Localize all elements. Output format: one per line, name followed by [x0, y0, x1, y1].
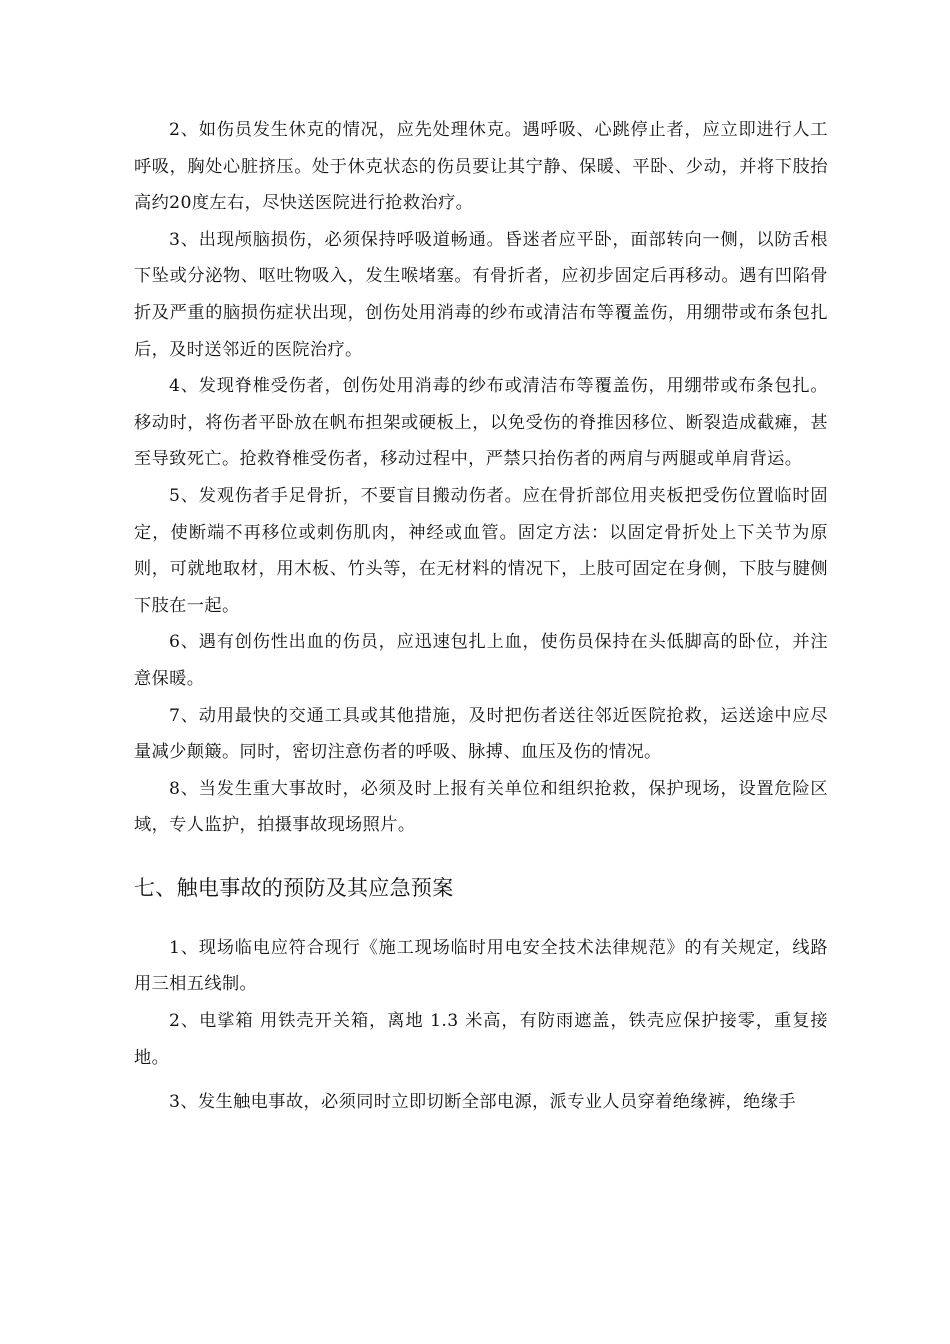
- paragraph-7: 7、动用最快的交通工具或其他措施，及时把伤者送往邻近医院抢救，运送途中应尽量减少颠簸。同时，密切注意伤者的呼吸、脉搏、血压及伤的情况。: [134, 705, 828, 763]
- document-page: [134, 112, 828, 1121]
- paragraph-8: 8、当发生重大事故时，必须及时上报有关单位和组织抢救，保护现场，设置危险区域，专人监护，拍摄事故现场照片。: [134, 778, 828, 836]
- section-paragraph-3: 3、发生触电事故，必须同时立即切断全部电源，派专业人员穿着绝缘裤，绝缘手: [169, 1092, 796, 1113]
- paragraph-5: 5、发观伤者手足骨折，不要盲目搬动伤者。应在骨折部位用夹板把受伤位置临时固定，使断端不再移位或刺伤肌肉，神经或血管。固定方法：以固定骨折处上下关节为原则，可就地取材，用木板、竹头等，在无材料的情况下，上肢可固定在身侧，下肢与腱侧下肢在一起。: [134, 485, 828, 616]
- paragraph-6: 6、遇有创伤性出血的伤员，应迅速包扎上血，使伤员保持在头低脚高的卧位，并注意保暖。: [134, 632, 828, 689]
- paragraph-2: 2、如伤员发生休克的情况，应先处理休克。遇呼吸、心跳停止者，应立即进行人工呼吸，胸处心脏挤压。处于休克状态的伤员要让其宁静、保暖、平卧、少动，并将下肢抬高约20度左右，尽快送医院进行抢救治疗。: [134, 120, 828, 214]
- section-heading: 七、触电事故的预防及其应急预案: [134, 875, 454, 900]
- paragraph-3: 3、出现颅脑损伤，必须保持呼吸道畅通。昏迷者应平卧，面部转向一侧，以防舌根下坠或分泌物、呕吐物吸入，发生喉堵塞。有骨折者，应初步固定后再移动。遇有凹陷骨折及严重的脑损伤症状出现，创伤处用消毒的纱布或清洁布等覆盖伤，用绷带或布条包扎后，及时送邻近的医院治疗。: [134, 229, 828, 360]
- section-paragraph-2: 2、电挲箱 用铁壳开关箱，离地 1.3 米高，有防雨遮盖，铁壳应保护接零，重复接地。: [134, 1011, 828, 1068]
- paragraph-4: 4、发现脊椎受伤者，创伤处用消毒的纱布或清洁布等覆盖伤，用绷带或布条包扎。移动时，将伤者平卧放在帆布担架或硬板上，以免受伤的脊推因移位、断裂造成截瘫，甚至导致死亡。抢救脊椎受伤者，移动过程中，严禁只抬伤者的两肩与两腿或单肩背运。: [134, 376, 828, 470]
- section-paragraph-1: 1、现场临电应符合现行《施工现场临时用电安全技术法律规范》的有关规定，线路用三相五线制。: [134, 937, 828, 995]
